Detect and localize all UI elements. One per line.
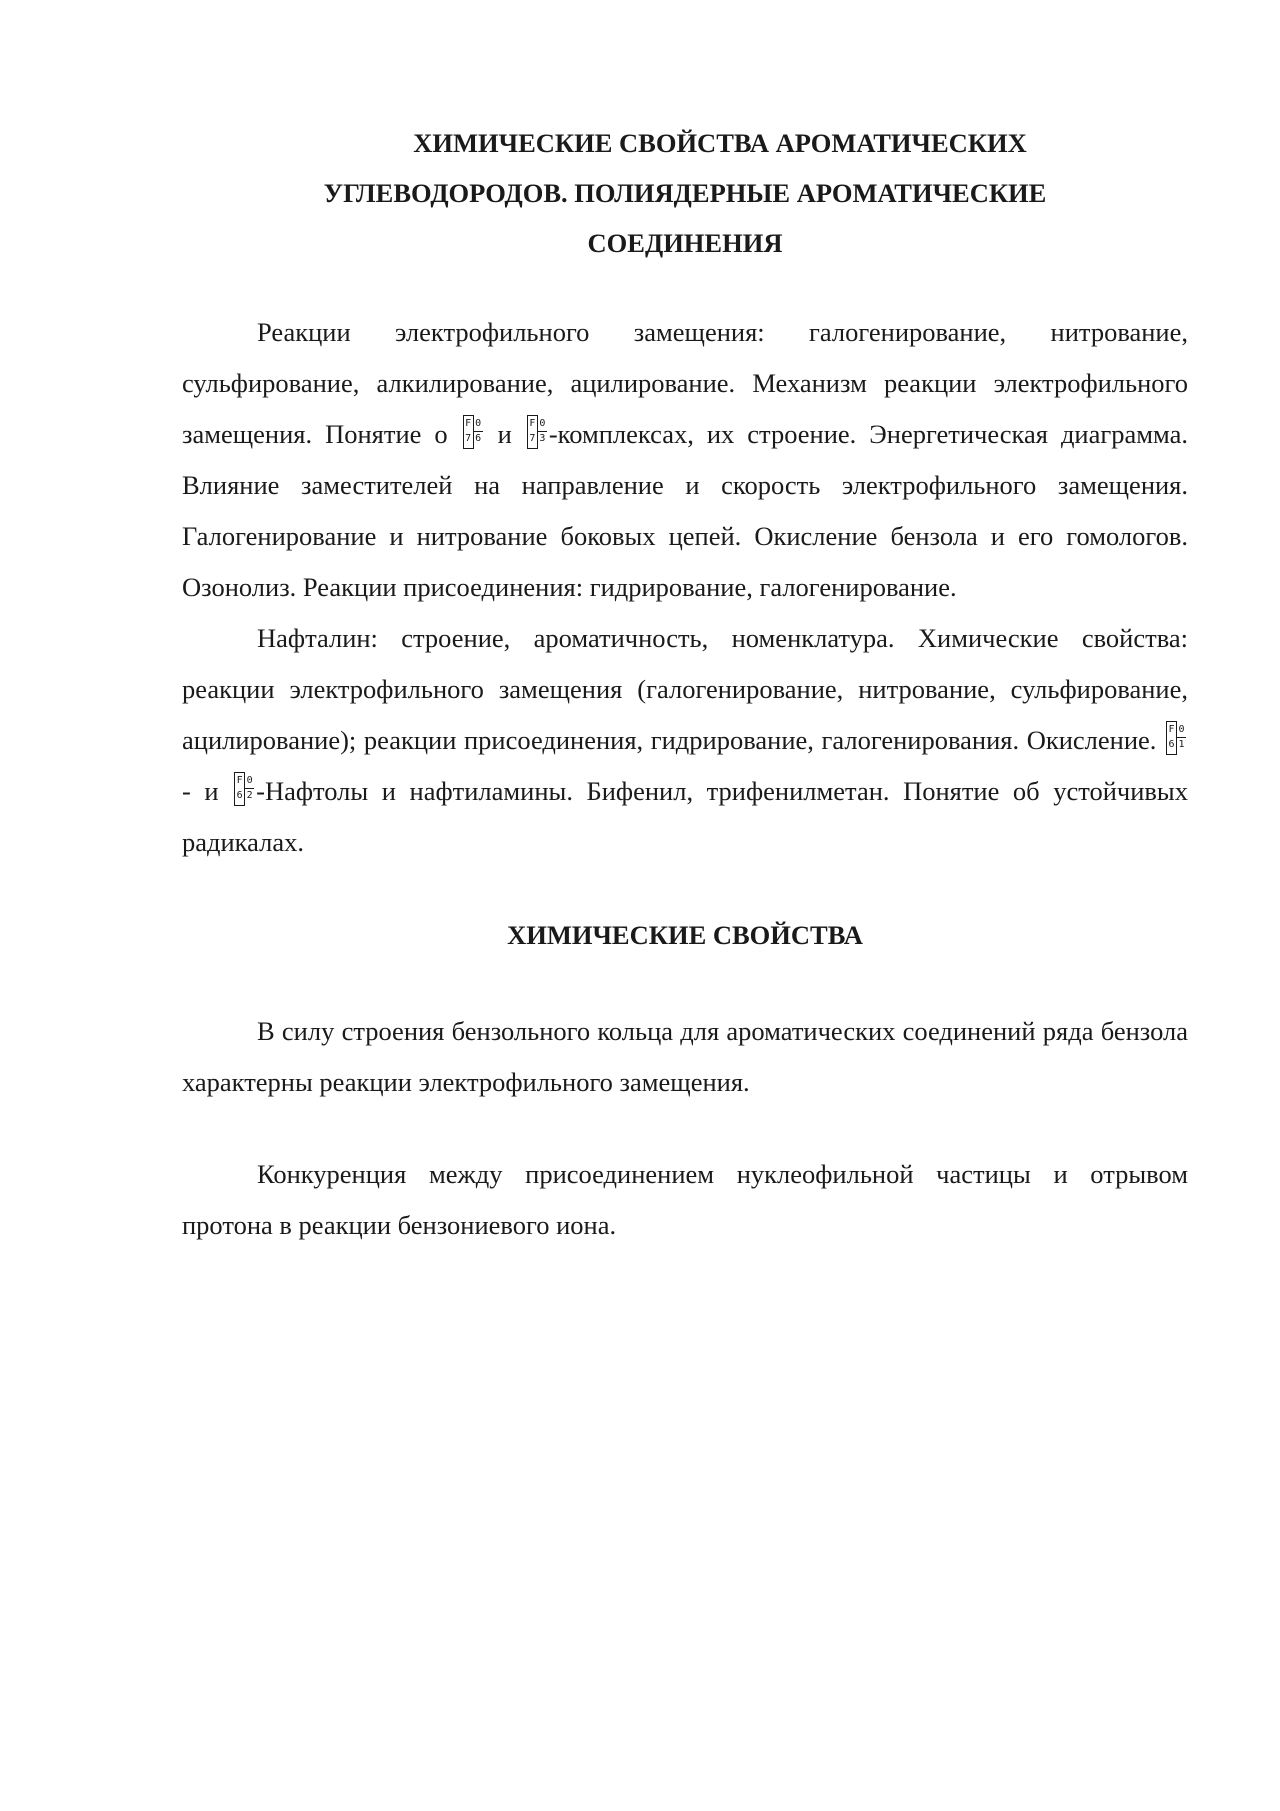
missing-glyph-icon: F 7 0 3 bbox=[527, 415, 547, 451]
para2-text-2: - и bbox=[182, 776, 233, 806]
para2-text-3: -Нафтолы и нафтиламины. Бифенил, трифенилметан. Понятие об устойчивых радикалах. bbox=[182, 776, 1188, 857]
paragraph-competition: Конкуренция между присоединением нуклеофильной частицы и отрывом протона в реакции бензониевого иона. bbox=[182, 1159, 1188, 1240]
para1-text-1: Реакции электрофильного замещения: галогенирование, нитрование, сульфирование, алкилирование, ацилирование. Механизм реакции электрофильного замещения. Понятие о bbox=[182, 317, 1188, 449]
title-line-3: СОЕДИНЕНИЯ bbox=[587, 228, 783, 258]
para1-text-3: -комплексах, их строение. Энергетическая диаграмма. Влияние заместителей на направление и скорость электрофильного замещения. Галогенирование и нитрование боковых цепей. Окисление бензола и его гомологов. Озонолиз. Реакции присоединения: гидрирование, галогенирование. bbox=[182, 419, 1189, 602]
document-body bbox=[182, 118, 1188, 1251]
section-heading: ХИМИЧЕСКИЕ СВОЙСТВА bbox=[507, 920, 863, 950]
para1-text-2: и bbox=[484, 419, 525, 449]
title-line-1: ХИМИЧЕСКИЕ СВОЙСТВА АРОМАТИЧЕСКИХ bbox=[413, 128, 1027, 158]
document-title bbox=[182, 118, 1188, 268]
missing-glyph-icon: F 7 0 6 bbox=[463, 415, 483, 451]
missing-glyph-icon: F 6 0 2 bbox=[234, 772, 254, 808]
paragraph-electrophilic-substitution bbox=[182, 307, 1188, 613]
title-line-2: УГЛЕВОДОРОДОВ. ПОЛИЯДЕРНЫЕ АРОМАТИЧЕСКИЕ bbox=[323, 178, 1047, 208]
paragraph-benzene-ring: В силу строения бензольного кольца для ароматических соединений ряда бензола характерны реакции электрофильного замещения. bbox=[182, 1016, 1188, 1097]
missing-glyph-icon: F 6 0 1 bbox=[1166, 721, 1186, 757]
paragraph-naphthalene bbox=[182, 613, 1188, 868]
para2-text-1: Нафталин: строение, ароматичность, номенклатура. Химические свойства: реакции электрофильного замещения (галогенирование, нитрование, сульфирование, ацилирование); реакции присоединения, гидрирование, галогенирования. Окисление. bbox=[182, 623, 1188, 755]
